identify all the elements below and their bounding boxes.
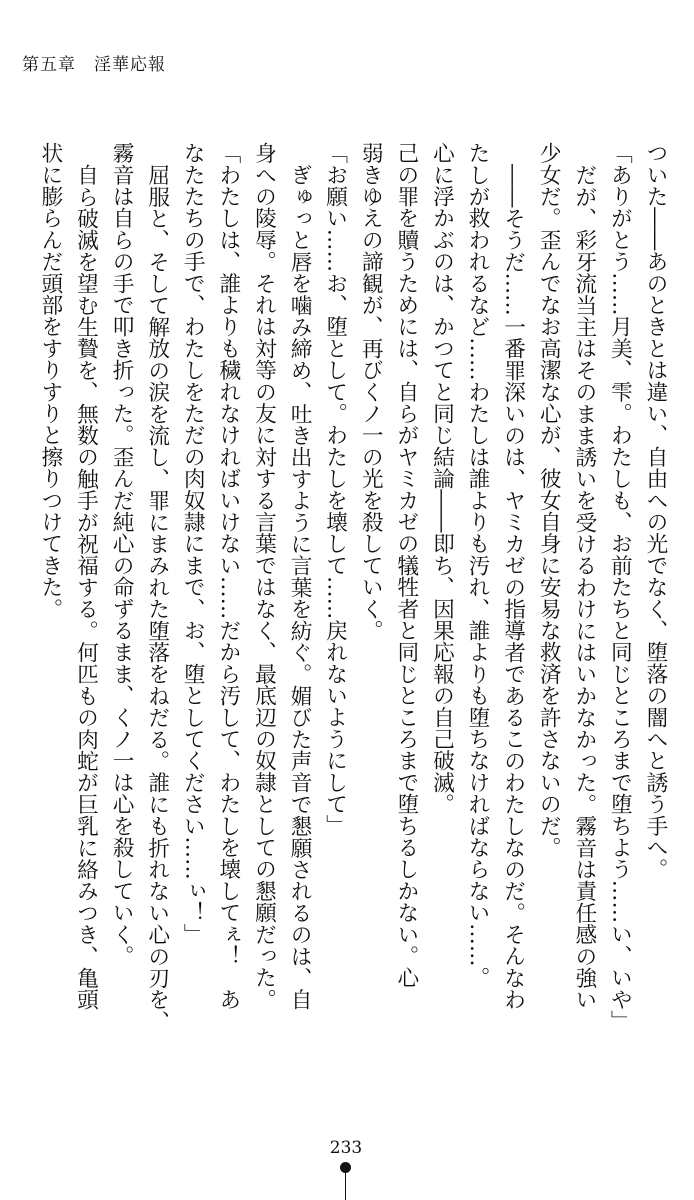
text-column: たしが救われるなど……わたしは誰よりも汚れ、誰よりも堕ちなければならない……。 xyxy=(465,142,491,989)
text-column: ついた――あのときとは違い、自由への光でなく、堕落の闇へと誘う手へ。 xyxy=(643,142,668,880)
text-column: なたたちの手で、わたしをただの肉奴隷にまで、お、堕としてください……ぃ！」 xyxy=(180,142,206,945)
text-column: 身への陵辱。それは対等の友に対する言葉ではなく、最底辺の奴隷としての懇願だった。 xyxy=(251,142,277,1010)
text-column: 自ら破滅を望む生贄を、無数の触手が祝福する。何匹もの肉蛇が巨乳に絡みつき、亀頭 xyxy=(73,163,99,1010)
text-column: 霧音は自らの手で叩き折った。歪んだ純心の命ずるまま、くノ一は心を殺していく。 xyxy=(109,142,135,967)
text-column: 弱きゆえの諦観が、再びくノ一の光を殺していく。 xyxy=(358,142,384,642)
text-column: 心に浮かぶのは、かつてと同じ結論――即ち、因果応報の自己破滅。 xyxy=(429,142,455,815)
page-marker-line xyxy=(345,1170,346,1200)
text-column: ぎゅっと唇を噛み締め、吐き出すように言葉を紡ぐ。媚びた声音で懇願されるのは、自 xyxy=(287,163,313,1010)
text-column: 屈服と、そして解放の涙を流し、罪にまみれた堕落をねだる。誰にも折れない心の刃を、 xyxy=(144,163,170,1032)
text-column: 「ありがとう……月美、雫。わたしも、お前たちと同じところまで堕ちよう……い、いや」 xyxy=(607,142,633,1032)
text-column: 「お願い……お、堕として。わたしを壊して……戻れないようにして」 xyxy=(322,142,348,837)
text-column: 少女だ。歪んでなお高潔な心が、彼女自身に安易な救済を許さないのだ。 xyxy=(536,142,562,859)
text-column: 状に膨らんだ頭部をすりすりと擦りつけてきた。 xyxy=(37,142,63,620)
vertical-body-text xyxy=(32,142,673,1032)
chapter-header: 第五章 淫華応報 xyxy=(22,55,166,75)
text-column: だが、彩牙流当主はそのまま誘いを受けるわけにはいかなかった。霧音は責任感の強い xyxy=(571,163,597,1010)
text-column: ――そうだ……一番罪深いのは、ヤミカゼの指導者であるこのわたしなのだ。そんなわ xyxy=(500,163,526,1010)
page-number: 233 xyxy=(329,1138,363,1158)
text-column: 己の罪を贖うためには、自らがヤミカゼの犠牲者と同じところまで堕ちるしかない。心 xyxy=(393,142,419,989)
text-column: 「わたしは、誰よりも穢れなければいけない……だから汚して、わたしを壊してぇ！ あ xyxy=(215,142,241,1010)
